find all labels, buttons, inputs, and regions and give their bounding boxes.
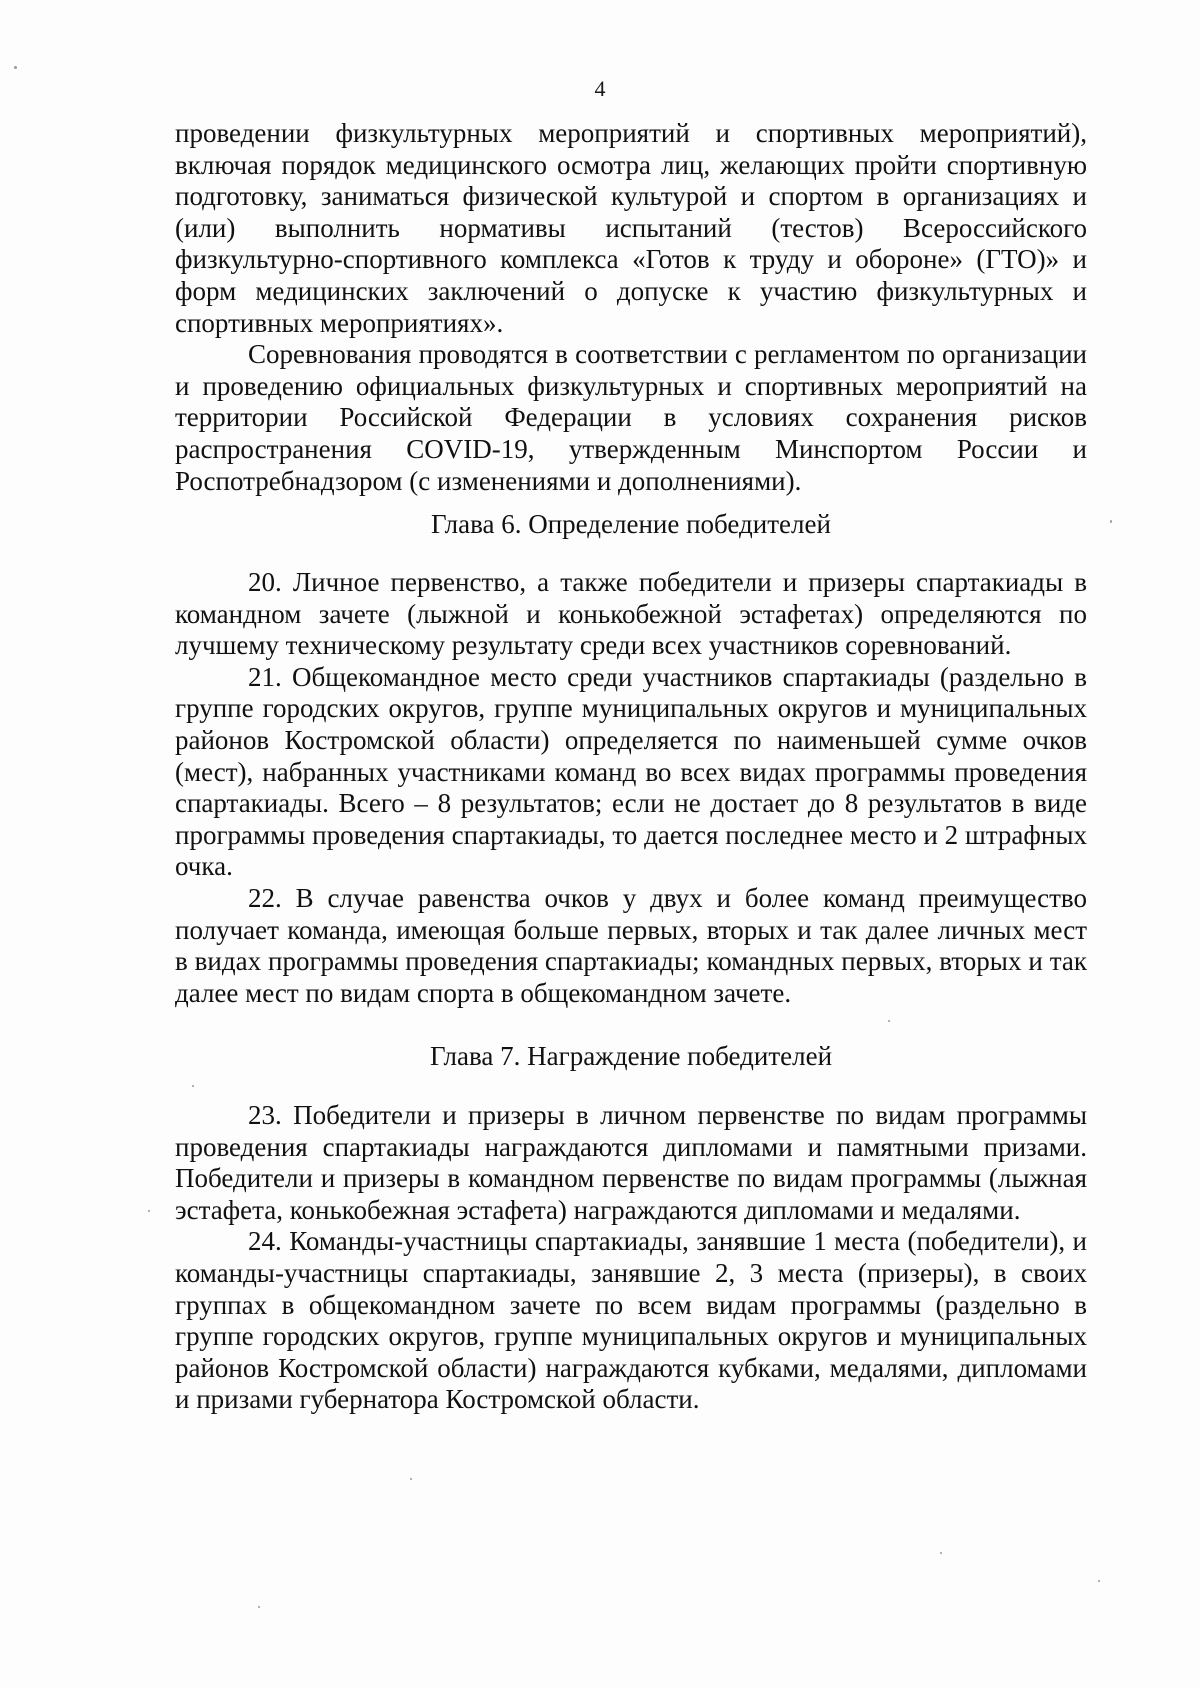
page-number: 4 — [594, 76, 606, 101]
paragraph-covid-regulation: Соревнования проводятся в соответствии с регламентом по организации и проведению официальных физкультурных и спортивных мероприятий на территории Российской Федерации в условиях сохранения рисков распространения COVID-19, утвержденным Минспортом России и Роспотребнадзором (с изменениями и дополнениями). — [175, 339, 1087, 496]
scan-speck — [192, 1085, 194, 1087]
scan-speck — [940, 1552, 942, 1554]
scan-speck — [1098, 1580, 1100, 1582]
intro-section — [175, 118, 1087, 497]
scan-speck — [14, 66, 17, 69]
paragraph-22: 22. В случае равенства очков у двух и более команд преимущество получает команда, имеющая больше первых, вторых и так далее личных мест в видах программы проведения спартакиады; командных первых, вторых и так далее мест по видам спорта в общекомандном зачете. — [175, 882, 1087, 1008]
scan-speck — [410, 1478, 412, 1480]
chapter-7-heading-block — [175, 1041, 1087, 1073]
scan-speck — [1110, 520, 1112, 523]
scan-speck — [888, 1020, 890, 1022]
scan-speck — [258, 1606, 260, 1608]
chapter-7-title: Глава 7. Награждение победителей — [429, 1041, 833, 1071]
chapter-6-title: Глава 6. Определение победителей — [431, 509, 831, 539]
paragraph-24: 24. Команды-участницы спартакиады, занявшие 1 места (победители), и команды-участницы спартакиады, занявшие 2, 3 места (призеры), в своих группах в общекомандном зачете по всем видам программы (раздельно в группе городских округов, группе муниципальных округов и муниципальных районов Костромской области) награждаются кубками, медалями, дипломами и призами губернатора Костромской области. — [175, 1226, 1087, 1415]
paragraph-continuation: проведении физкультурных мероприятий и спортивных мероприятий), включая порядок медицинского осмотра лиц, желающих пройти спортивную подготовку, заниматься физической культурой и спортом в организациях и (или) выполнить нормативы испытаний (тестов) Всероссийского физкультурно-спортивного комплекса «Готов к труду и обороне» (ГТО)» и форм медицинских заключений о допуске к участию физкультурных и спортивных мероприятиях». — [175, 118, 1087, 338]
paragraph-20: 20. Личное первенство, а также победители и призеры спартакиады в командном зачете (лыжной и конькобежной эстафетах) определяются по лучшему техническому результату среди всех участников соревнований. — [175, 567, 1087, 661]
paragraph-23: 23. Победители и призеры в личном первенстве по видам программы проведения спартакиады награждаются дипломами и памятными призами. Победители и призеры в командном первенстве по видам программы (лыжная эстафета, конькобежная эстафета) награждаются дипломами и медалями. — [175, 1100, 1087, 1225]
chapter-6-section — [175, 567, 1087, 1009]
chapter-6-heading-block — [175, 509, 1087, 541]
scan-speck — [148, 1210, 150, 1212]
chapter-7-section — [175, 1100, 1087, 1416]
paragraph-21: 21. Общекомандное место среди участников спартакиады (раздельно в группе городских округов, группе муниципальных округов и муниципальных районов Костромской области) определяется по наименьшей сумме очков (мест), набранных участниками команд во всех видах программы проведения спартакиады. Всего – 8 результатов; если не достает до 8 результатов в виде программы проведения спартакиады, то дается последнее место и 2 штрафных очка. — [175, 661, 1087, 882]
